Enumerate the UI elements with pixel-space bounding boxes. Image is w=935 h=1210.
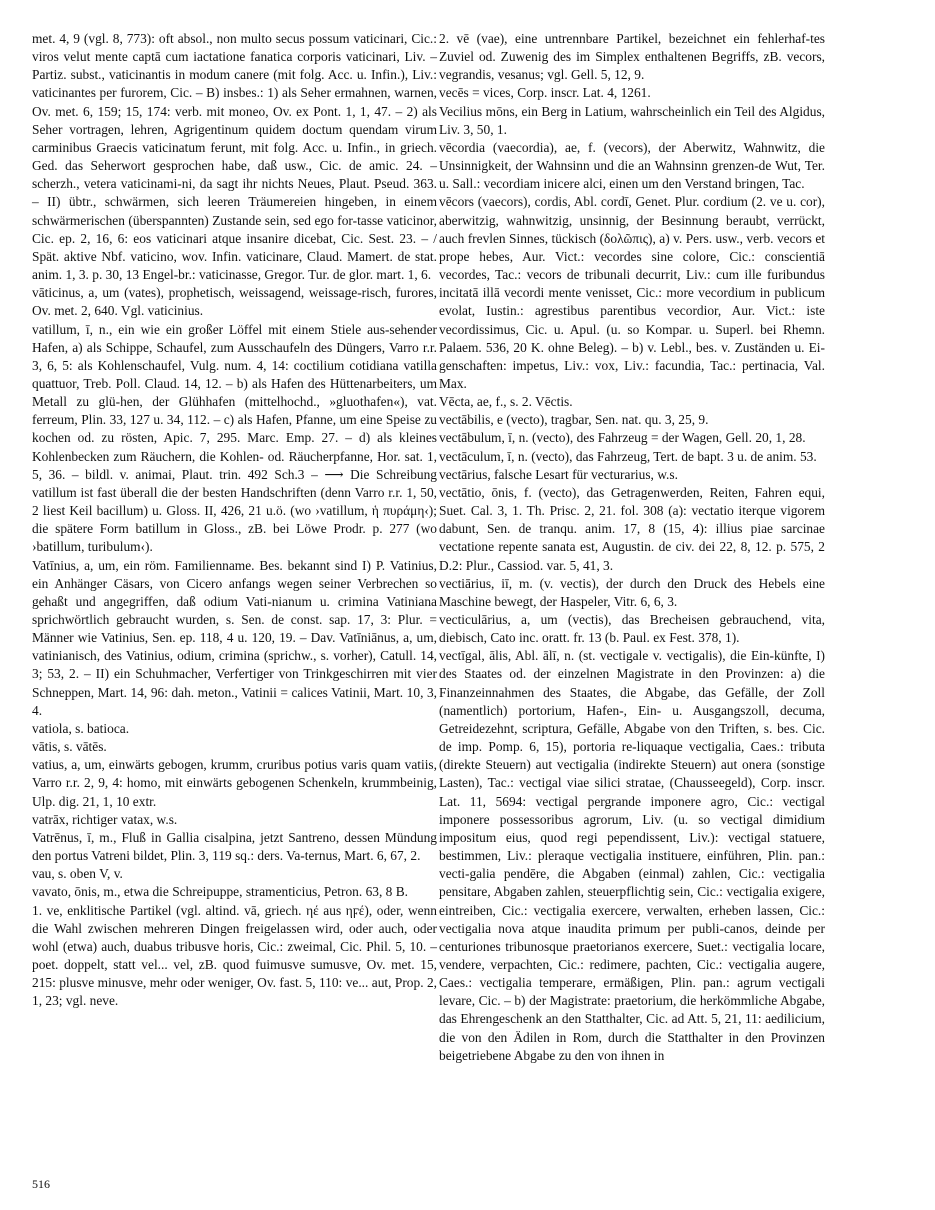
page-number: 516 [32,1177,50,1191]
entry-vatiola: vatiola, s. batioca. [32,720,130,736]
right-column [439,30,825,1065]
entry-vecordia: vēcordia (vaecordia), ae, f. (vecors), der Aberwitz, Wahnwitz, die Unsinnigkeit, der Wahnsinn und die an Wahnsinn grenzen-de Wut, Ter. u. Sall.: vecordiam inicere alci, einen um den Verstand bringen, Tac. [439,139,825,192]
entry-vatillum: vatillum, ī, n., ein wie ein großer Löffel mit einem Stiele aus-sehender Hafen, a) als Schippe, Schaufel, zum Ausschaufeln des Düngers, Varro r.r. 3, 6, 5: als Kohlenschaufel, Vulg. num. 4, 14: coctilium cotidiana vatilla quattuor, Treb. Poll. Claud. 14, 12. – b) als Hafen des Hüttenarbeiters, um Metall zu glü-hen, der Glühhafen (mittelhochd., »gluothafen«), vat. ferreum, Plin. 33, 127 u. 34, 112. – c) als Hafen, Pfanne, um eine Speise zu kochen od. zu rösten, Apic. 7, 295. Marc. Emp. 27. – d) als kleines Kohlenbecken zum Räuchern, die Kohlen- od. Räucherpfanne, Hor. sat. 1, 5, 36. – bildl. v. animai, Plaut. trin. 492 Sch.3 – ⟶ Die Schreibung vatillum ist fast überall die der besten Handschriften (denn Varro r.r. 1, 50, 2 liest Keil bacillum) u. Gloss. II, 426, 21 u.ö. (wo ›vatillum, ἡ πυράμη‹); die spätere Form batillum in Gloss., zB. bei Löwe Prodr. p. 277 (wo ›batillum, turibulum‹). [32,321,437,555]
entry-vaticinor-continued: met. 4, 9 (vgl. 8, 773): oft absol., non multo secus possum vaticinari, Cic.: viros velut mente captā cum iactatione fanatica corporis vaticinari, Liv. – Partiz. subst., vaticinantis in modum canere (mit folg. Acc. u. Infin.), Liv.: vaticinantes per furorem, Cic. – B) insbes.: 1) als Seher ermahnen, warnen, Ov. met. 6, 159; 15, 174: verb. mit moneo, Ov. ex Pont. 1, 1, 47. – 2) als Seher vortragen, lehren, Agrigentinum quidem doctum quendam virum carminibus Graecis vaticinatum ferunt, mit folg. Acc. u. Infin., in griech. Ged. das Seherwort gesprochen habe, daß usw., Cic. de amic. 24. – scherzh., vetera vaticinami-ni, da sagt ihr nichts Neues, Plaut. Pseud. 363. – II) übtr., schwärmen, sich leeren Träumereien hingeben, in einem schwärmerischen (überspannten) Zustande sein, sed ego for-tasse vaticinor, Cic. ep. 2, 16, 6: eos vaticinari atque insanire dicebat, Cic. Sest. 23. – / Spät. aktive Nbf. vaticino, wov. Infin. vaticinare, Claud. Mamert. de stat. anim. 1, 3. p. 30, 13 Engel-br.: vaticinasse, Gregor. Tur. de glor. mart. 1, 6. [32,31,437,283]
entry-vectiarius: vectiārius, iī, m. (v. vectis), der durch den Druck des Hebels eine Maschine bewegt, der Haspeler, Vitr. 6, 6, 3. [439,575,825,609]
entry-veces: vecēs = vices, Corp. inscr. Lat. 4, 1261. [439,85,651,101]
entry-vectaculum: vectāculum, ī, n. (vecto), das Fahrzeug, Tert. de bapt. 3 u. de anim. 53. [439,448,817,464]
entry-vecors: vēcors (vaecors), cordis, Abl. cordī, Genet. Plur. cordium (2. ve u. cor), aberwitzig, wahnwitzig, unsinnig, der Besinnung beraubt, verrückt, auch frevlen Sinnes, tückisch (δολῶπις), a) v. Pers. usw., verb. vecors et prope hebes, Aur. Vict.: vecordes sine colore, Cic.: conscientiā vecordes, Tac.: vecors de tribunali decurrit, Liv.: cum ille furibundus incitatā illā vecordi mente venisset, Cic.: more vecordium in publicum evolat, Iustin.: agrestibus parentibus vecordior, Aur. Vict.: iste vecordissimus, Cic. u. Apul. (u. so Kompar. u. Superl. bei Rhemn. Palaem. 536, 20 K. ohne Beleg). – b) v. Lebl., bes. v. Zuständen u. Ei-genschaften: impetus, Liv.: vox, Liv.: facundia, Tac.: pertinacia, Val. Max. [439,194,825,391]
entry-vatrenus: Vatrēnus, ī, m., Fluß in Gallia cisalpina, jetzt Santreno, dessen Mündung den portus Vatreni bildet, Plin. 3, 119 sq.: ders. Va-ternus, Mart. 6, 67, 2. [32,829,437,864]
entry-vatius: vatius, a, um, einwärts gebogen, krumm, cruribus potius varis quam vatiis, Varro r.r. 2, 9, 4: homo, mit einwärts gebogenen Schenkeln, krummbeinig, Ulp. dig. 21, 1, 10 extr. [32,757,437,809]
entry-vectarius: vectārius, falsche Lesart für vecturarius, w.s. [439,466,678,482]
entry-ve-2: 2. vē (vae), eine untrennbare Partikel, bezeichnet ein fehlerhaf-tes Zuviel od. Zuwenig des im Simplex enthaltenen Begriffs, zB. vecors, vegrandis, vesanus; vgl. Gell. 5, 12, 9. [439,31,825,83]
entry-vatrax: vatrāx, richtiger vatax, w.s. [32,811,178,827]
entry-vecilius-mons: Vecilius mōns, ein Berg in Latium, wahrscheinlich ein Teil des Algidus, Liv. 3, 50, 1. [439,103,825,137]
left-column [32,30,437,1010]
entry-vatis: vātis, s. vātēs. [32,739,107,755]
entry-vectatio: vectātio, ōnis, f. (vecto), das Getragenwerden, Reiten, Fahren equi, Suet. Cal. 3, 1. Th. Prisc. 2, 21. fol. 308 (a): vectatio iterque vigorem dabunt, Sen. de tranqu. anim. 17, 8 (15, 4): illius piae sarcinae vectatione repente sanata est, Augustin. de civ. dei 22, 8, 12. p. 575, 2 D.2: Plur., Cassiod. var. 5, 41, 3. [439,484,825,573]
entry-vectabilis: vectābilis, e (vecto), tragbar, Sen. nat. qu. 3, 25, 9. [439,412,709,428]
entry-vectigal: vectīgal, ālis, Abl. ālī, n. (st. vectigale v. vectigalis), die Ein-künfte, I) des Staates od. der einzelnen Magistrate in den Provinzen: a) die Finanzeinnahmen des Staates, die Abgabe, das Gefälle, der Zoll (namentlich) portorium, Hafen-, Ein- u. Ausgangszoll, decuma, Getreidezehnt, scriptura, Gefälle, Abgabe von den Triften, s. bes. Cic. de imp. Pomp. 6, 15), portoria re-liquaque vectigalia, Caes.: tributa (direkte Steuern) aut vectigalia (indirekte Steuern) aut onera (sonstige Lasten), Tac.: vectigal viae silici stratae, (Chausseegeld), Corp. inscr. Lat. 11, 5694: vectigal pergrande imponere agro, Cic.: vectigal imponere possessoribus agrorum, Liv. (u. so vectigal dimidium impositum eius, quod regi pependissent, Liv.): vectigal statuere, bestimmen, Liv.: pleraque vectigalia instituere, einführen, Plin. pan.: vecti-galia pendēre, die Abgaben (einmal) zahlen, Cic.: vectigalia pensitare, Abgaben zahlen, steuerpflichtig sein, Cic.: vectigalia exigere, eintreiben, Cic.: vectigalia exercere, verwalten, erheben lassen, Cic.: vectigalia nova atque inaudita primum per publi-canos, deinde per centuriones tribunosque praetorianos exercere, Suet.: vectigalia locare, vendere, verpachten, Cic.: redimere, pachten, Cic.: vectigalia augere, Caes.: vectigalia temperare, ermäßigen, Plin. pan.: agrum vectigali levare, Cic. – b) der Magistrate: praetorium, die herkömmliche Abgabe, das Ehrengeschenk an den Statthalter, Cic. ad Att. 5, 21, 11: aedilicium, die von den Ädilen in Rom, durch die Statthalter in den Provinzen beigetriebene Abgabe zu den von ihnen in [439,648,825,1063]
entry-vaticinus: vāticinus, a, um (vates), prophetisch, weissagend, weissage-risch, furores, Ov. met. 2, 640. Vgl. vaticinius. [32,285,437,319]
entry-vau: vau, s. oben V, v. [32,866,123,882]
entry-vecticularius: vecticulārius, a, um (vectis), das Brecheisen gebrauchend, vita, diebisch, Cato inc. oratt. fr. 13 (b. Paul. ex Fest. 378, 1). [439,612,825,646]
entry-ve-1: 1. ve, enklitische Partikel (vgl. altind. vā, griech. ηέ aus ηϝέ), oder, wenn die Wahl zwischen mehreren Dingen freigelassen wird, oder auch, oder wohl (etwa) auch, duabus tribusve horis, Cic.: zweimal, Cic. Phil. 5, 10. – poet. doppelt, statt vel... vel, zB. quod fuimusve sumusve, Ov. met. 15, 215: plusve minusve, mehr oder weniger, Ov. fast. 5, 110: ve... aut, Prop. 2, 1, 23; vgl. neve. [32,902,437,1009]
entry-vectabulum: vectābulum, ī, n. (vecto), des Fahrzeug = der Wagen, Gell. 20, 1, 28. [439,430,806,446]
entry-vavato: vavato, ōnis, m., etwa die Schreipuppe, stramenticius, Petron. 63, 8 B. [32,884,408,900]
entry-vatinius: Vatīnius, a, um, ein röm. Familienname. Bes. bekannt sind I) P. Vatinius, ein Anhänger Cäsars, von Cicero anfangs wegen seiner Verbrechen so gehaßt und angegriffen, daß odium Vati-nianum u. crimina Vatiniana sprichwörtlich gebraucht wurden, s. Sen. de const. sap. 17, 3: Plur. = Männer wie Vatinius, Sen. ep. 118, 4 u. 120, 19. – Dav. Vatīniānus, a, um, vatinianisch, des Vatinius, odium, crimina (sprichw., s. vorher), Catull. 14, 3; 53, 2. – II) ein Schuhmacher, Verfertiger von Trinkgeschirren mit vier Schneppen, Mart. 14, 96: dah. meton., Vatinii = calices Vatinii, Mart. 10, 3, 4. [32,557,437,718]
entry-vecta: Vēcta, ae, f., s. 2. Vēctis. [439,394,573,410]
